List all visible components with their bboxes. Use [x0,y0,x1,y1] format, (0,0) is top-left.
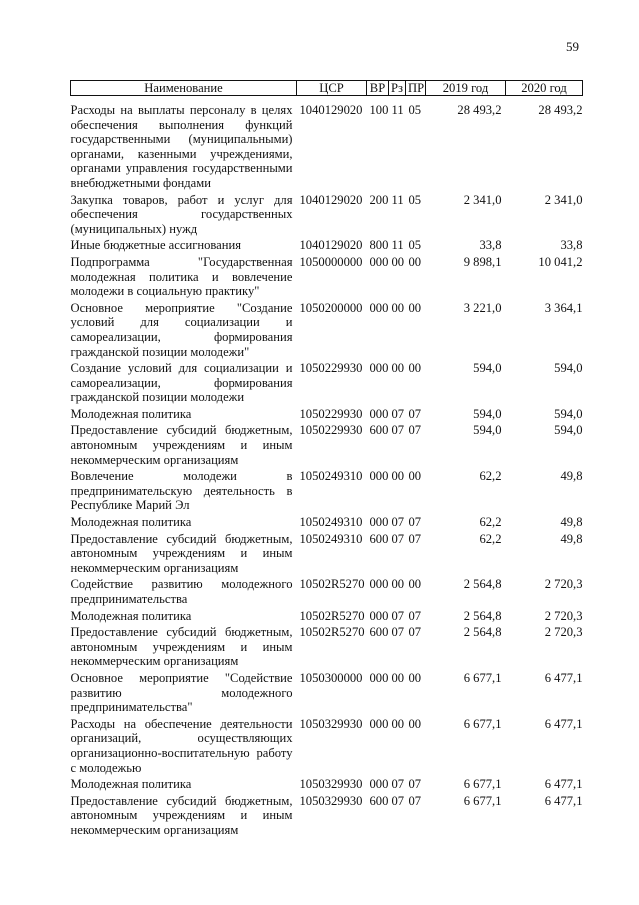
row-2019: 62,2 [479,515,502,530]
header-vr: ВР [367,81,389,96]
row-pr: 00 [408,254,422,269]
row-rz: 07 [391,515,405,530]
row-pr: 07 [408,406,422,421]
row-2019: 28 493,2 [457,103,502,117]
row-vr: 000 [369,300,389,315]
table-row [71,423,583,469]
row-2020: 49,8 [560,515,583,530]
row-vr: 600 [369,625,389,640]
row-2020: 33,8 [560,238,583,253]
row-pr: 00 [408,361,422,376]
row-pr: 05 [408,103,422,117]
row-csr: 1050249310 [299,531,363,546]
row-2019: 62,2 [479,531,502,546]
row-name: Предоставление субсидий бюджетным, автономным учреждениям и иным некоммерческим организациям [70,625,293,669]
row-2020: 3 364,1 [544,300,583,315]
row-name: Закупка товаров, работ и услуг для обеспечения государственных (муниципальных) нужд [70,192,293,236]
row-csr: 1040129020 [299,192,363,207]
header-name: Наименование [71,81,297,96]
row-2019: 6 677,1 [463,716,502,731]
row-2020: 28 493,2 [538,103,583,117]
row-csr: 10502R5270 [299,625,365,640]
row-2020: 6 477,1 [544,716,583,731]
row-rz: 07 [391,531,405,546]
row-2019: 594,0 [473,423,502,438]
row-name: Молодежная политика [70,515,192,530]
table-row [71,671,583,717]
row-csr: 1050200000 [299,300,363,315]
table-row [71,301,583,361]
table-row [71,255,583,301]
row-pr: 00 [408,577,422,592]
row-2019: 6 677,1 [463,670,502,685]
row-pr: 07 [408,423,422,438]
row-csr: 1050329930 [299,793,363,808]
row-2020: 6 477,1 [544,670,583,685]
row-pr: 07 [408,625,422,640]
row-2019: 594,0 [473,406,502,421]
row-rz: 07 [391,406,405,421]
row-rz: 07 [391,777,405,792]
row-csr: 10502R5270 [299,608,365,623]
row-vr: 600 [369,531,389,546]
row-vr: 600 [369,793,389,808]
row-csr: 1050249310 [299,515,363,530]
row-rz: 07 [391,423,405,438]
row-2019: 33,8 [479,238,502,253]
row-name: Молодежная политика [70,777,192,792]
row-rz: 11 [391,103,404,117]
header-2020: 2020 год [506,81,583,96]
row-vr: 000 [369,406,389,421]
table-row [71,532,583,578]
row-csr: 1050300000 [299,670,363,685]
row-pr: 05 [408,238,422,253]
row-name: Иные бюджетные ассигнования [70,238,242,253]
row-2020: 2 720,3 [544,577,583,592]
row-vr: 000 [369,608,389,623]
row-name: Создание условий для социализации и самореализации, формирования гражданской позиции молодежи [70,361,293,405]
row-name: Молодежная политика [70,608,192,623]
row-pr: 07 [408,515,422,530]
row-csr: 1050000000 [299,254,363,269]
table-row [71,193,583,239]
row-2020: 594,0 [554,406,583,421]
row-vr: 000 [369,716,389,731]
row-vr: 600 [369,423,389,438]
row-vr: 100 [369,103,389,117]
row-name: Содействие развитию молодежного предпринимательства [70,577,293,606]
row-pr: 07 [408,793,422,808]
row-name: Вовлечение молодежи в предпринимательскую деятельность в Республике Марий Эл [70,469,293,513]
row-pr: 00 [408,300,422,315]
row-name: Расходы на выплаты персоналу в целях обеспечения выполнения функций государственными (муниципальными) органами, казенными учреждениями, органами управления государственными внебюджетными фондами [70,103,293,190]
row-2020: 2 341,0 [544,192,583,207]
table-row [71,625,583,671]
table-row [71,407,583,424]
table-row [71,717,583,777]
row-2019: 2 564,8 [463,577,502,592]
row-2019: 3 221,0 [463,300,502,315]
row-2019: 2 341,0 [463,192,502,207]
row-name: Предоставление субсидий бюджетным, автономным учреждениям и иным некоммерческим организациям [70,423,293,467]
table-row [71,577,583,608]
row-2020: 2 720,3 [544,608,583,623]
table-row [71,469,583,515]
row-name: Подпрограмма "Государственная молодежная политика и вовлечение молодежи в социальную практику" [70,254,293,299]
row-2019: 2 564,8 [463,625,502,640]
row-name: Расходы на обеспечение деятельности организаций, осуществляющих организационно-воспитательную работу с молодежью [70,716,293,775]
row-csr: 10502R5270 [299,577,365,592]
row-rz: 00 [391,716,405,731]
row-rz: 11 [391,192,404,207]
table-row [71,238,583,255]
table-row [71,361,583,407]
row-csr: 1050229930 [299,406,363,421]
row-2019: 6 677,1 [463,793,502,808]
row-rz: 00 [391,670,405,685]
row-pr: 07 [408,777,422,792]
row-name: Предоставление субсидий бюджетным, автономным учреждениям и иным некоммерческим организациям [70,531,293,575]
row-csr: 1040129020 [299,103,363,117]
row-name: Основное мероприятие "Содействие развитию молодежного предпринимательства" [70,670,293,715]
row-csr: 1050329930 [299,716,363,731]
row-vr: 000 [369,515,389,530]
row-2020: 6 477,1 [544,793,583,808]
row-2020: 49,8 [560,469,583,484]
row-rz: 00 [391,254,405,269]
row-2020: 2 720,3 [544,625,583,640]
row-rz: 00 [391,300,405,315]
row-rz: 00 [391,577,405,592]
row-rz: 00 [391,361,405,376]
row-vr: 000 [369,577,389,592]
row-rz: 07 [391,625,405,640]
row-csr: 1050329930 [299,777,363,792]
table-row [71,794,583,840]
row-2020: 6 477,1 [544,777,583,792]
row-pr: 07 [408,608,422,623]
row-rz: 07 [391,793,405,808]
row-name: Основное мероприятие "Создание условий для социализации и самореализации, формирования гражданской позиции молодежи" [70,300,293,359]
header-csr: ЦСР [297,81,367,96]
row-pr: 00 [408,716,422,731]
row-vr: 000 [369,670,389,685]
row-vr: 800 [369,238,389,253]
row-csr: 1050229930 [299,423,363,438]
table-body [71,96,583,840]
row-vr: 000 [369,469,389,484]
header-2019: 2019 год [426,81,506,96]
row-2019: 2 564,8 [463,608,502,623]
row-2020: 594,0 [554,423,583,438]
row-2020: 10 041,2 [538,254,583,269]
row-pr: 05 [408,192,422,207]
row-name: Молодежная политика [70,406,192,421]
row-2019: 594,0 [473,361,502,376]
row-2019: 9 898,1 [463,254,502,269]
table-row [71,777,583,794]
table-row [71,609,583,626]
header-pr: ПР [406,81,426,96]
row-vr: 000 [369,777,389,792]
row-pr: 00 [408,469,422,484]
table-header [71,81,583,96]
row-pr: 00 [408,670,422,685]
header-rz: Рз [389,81,406,96]
row-pr: 07 [408,531,422,546]
table-row [71,515,583,532]
row-csr: 1040129020 [299,238,363,253]
row-rz: 11 [391,238,404,253]
table-row [71,96,583,193]
row-2020: 49,8 [560,531,583,546]
row-vr: 000 [369,361,389,376]
row-2019: 6 677,1 [463,777,502,792]
row-2020: 594,0 [554,361,583,376]
row-rz: 00 [391,469,405,484]
row-vr: 200 [369,192,389,207]
row-csr: 1050229930 [299,361,363,376]
row-name: Предоставление субсидий бюджетным, автономным учреждениям и иным некоммерческим организациям [70,793,293,837]
page-number: 59 [566,39,579,54]
row-vr: 000 [369,254,389,269]
row-2019: 62,2 [479,469,502,484]
row-rz: 07 [391,608,405,623]
row-csr: 1050249310 [299,469,363,484]
budget-table [70,80,583,840]
